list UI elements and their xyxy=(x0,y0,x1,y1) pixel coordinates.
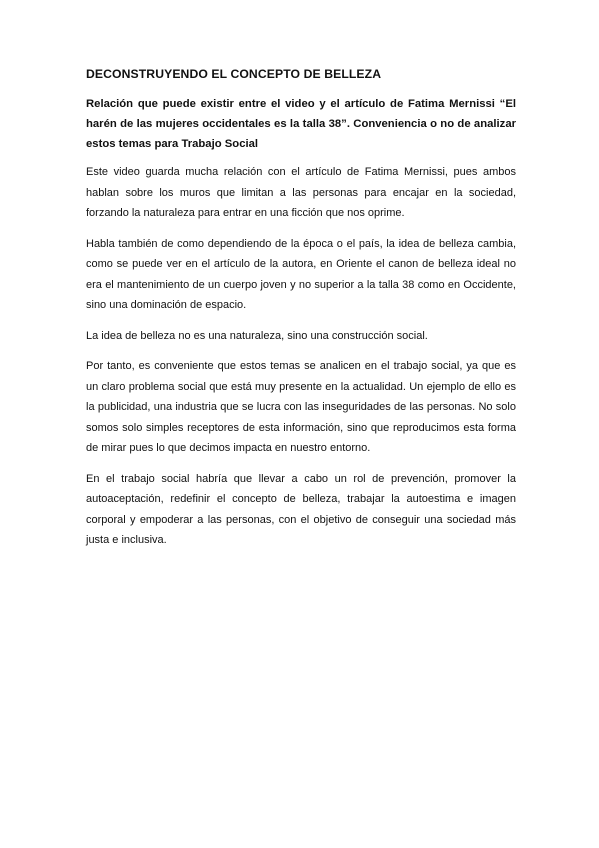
paragraph: Este video guarda mucha relación con el artículo de Fatima Mernissi, pues ambos hablan sobre los muros que limitan a las personas para encajar en la sociedad, forzando la naturaleza para entrar en una ficción que nos oprime. xyxy=(86,166,516,219)
paragraph: Habla también de como dependiendo de la época o el país, la idea de belleza cambia, como se puede ver en el artículo de la autora, en Oriente el canon de belleza ideal no era el mantenimiento de un cuerpo joven y no superior a la talla 38 como en Occidente, sino una dominación de espacio. xyxy=(86,237,516,311)
document-subtitle: Relación que puede existir entre el video y el artículo de Fatima Mernissi “El harén de las mujeres occidentales es la talla 38”. Conveniencia o no de analizar estos temas para Trabajo Social xyxy=(86,98,516,150)
paragraph: Por tanto, es conveniente que estos temas se analicen en el trabajo social, ya que es un claro problema social que está muy presente en la actualidad. Un ejemplo de ello es la publicidad, una industria que se lucra con las inseguridades de las personas. No solo somos solo simples receptores de esta información, sino que reproducimos esta forma de mirar pues lo que decimos impacta en nuestro entorno. xyxy=(86,360,516,454)
document-body xyxy=(86,64,516,551)
paragraph: En el trabajo social habría que llevar a cabo un rol de prevención, promover la autoaceptación, redefinir el concepto de belleza, trabajar la autoestima e imagen corporal y empoderar a las personas, con el objetivo de conseguir una sociedad más justa e inclusiva. xyxy=(86,472,516,546)
paragraph: La idea de belleza no es una naturaleza, sino una construcción social. xyxy=(86,329,428,342)
document-title: DECONSTRUYENDO EL CONCEPTO DE BELLEZA xyxy=(86,67,382,81)
